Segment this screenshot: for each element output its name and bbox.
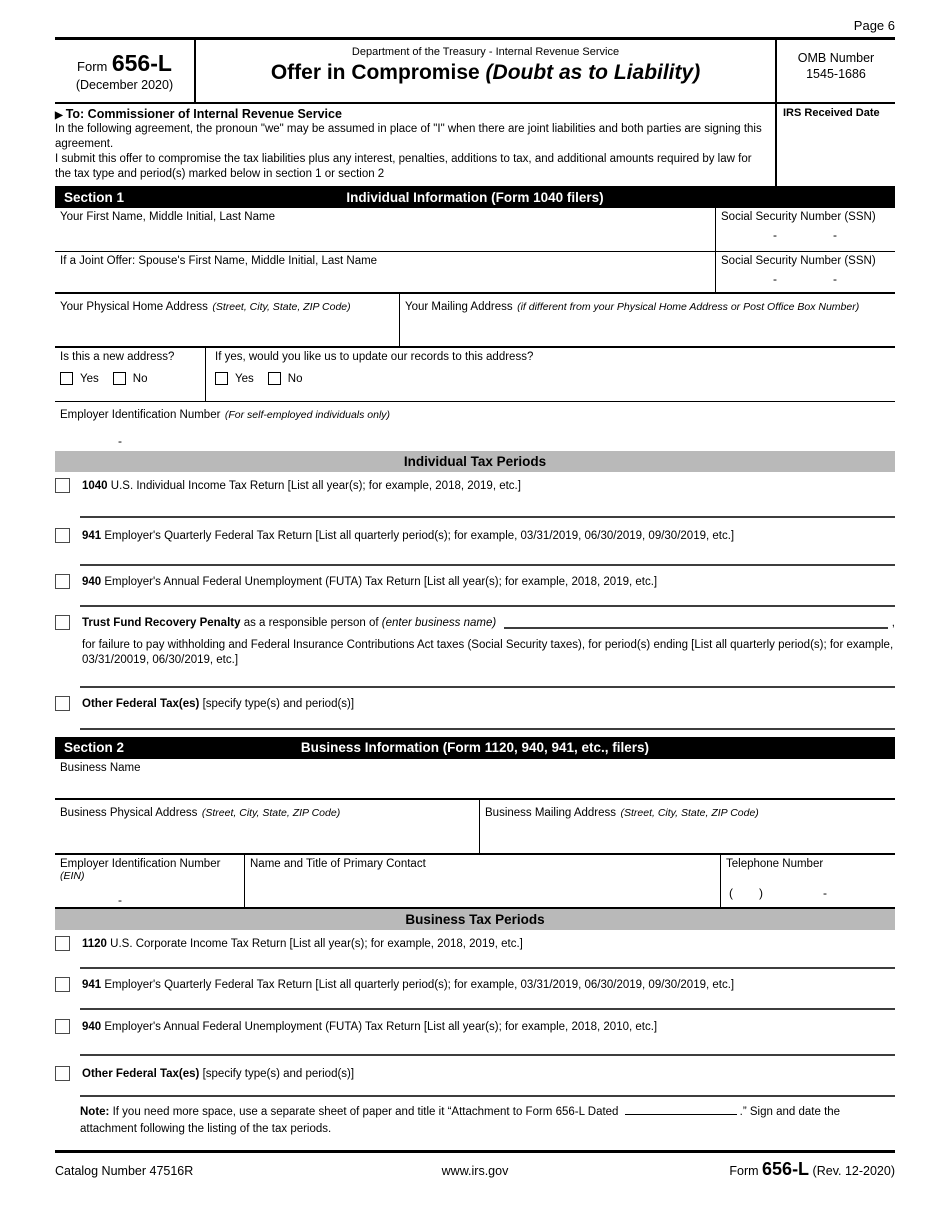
to-commissioner-text <box>55 104 775 186</box>
first-name-field[interactable] <box>55 208 715 251</box>
business-mailing-address-label: Business Mailing Address <box>485 806 617 819</box>
item-940-business <box>55 1019 895 1035</box>
business-ein-hint: (EIN) <box>60 869 85 882</box>
form-header <box>55 37 895 104</box>
omb-box <box>775 40 895 102</box>
item-trust-fund <box>55 615 895 668</box>
item-940-text: Employer's Annual Federal Unemployment (FUTA) Tax Return [List all year(s); for example, 2018, 2019, etc.] <box>104 575 658 588</box>
item-other-federal-tax <box>55 696 895 712</box>
business-ein-label: Employer Identification Number <box>60 857 221 870</box>
item-other-business-code: Other Federal Tax(es) <box>82 1068 200 1081</box>
spouse-ssn-label: Social Security Number (SSN) <box>721 255 876 267</box>
item-940-business-label <box>82 1019 895 1035</box>
irs-website: www.irs.gov <box>441 1163 509 1178</box>
checkbox-941[interactable] <box>55 528 70 543</box>
new-address-row <box>55 348 895 402</box>
checkbox-update-yes[interactable] <box>215 372 228 385</box>
right-arrow-icon: ▶ <box>55 110 63 121</box>
trust-fund-code: Trust Fund Recovery Penalty <box>82 616 241 629</box>
business-name-label: Business Name <box>60 761 141 774</box>
attachment-date-blank-input[interactable] <box>625 1104 737 1115</box>
mailing-address-hint: (if different from your Physical Home Address or Post Office Box Number) <box>517 301 860 313</box>
item-1120 <box>55 936 895 952</box>
item-941-business <box>55 977 895 993</box>
business-ein-dash: - <box>118 892 122 907</box>
business-name-blank-input[interactable] <box>504 627 888 629</box>
spouse-ssn-input[interactable] <box>721 272 890 288</box>
mailing-address-label: Your Mailing Address <box>405 301 513 313</box>
page-title <box>196 61 775 85</box>
new-address-yes-label: Yes <box>80 372 99 385</box>
to-commissioner-block <box>55 104 895 186</box>
form-title-box <box>196 40 775 102</box>
item-other-text: [specify type(s) and period(s)] <box>202 697 355 710</box>
ein-dash: - <box>118 434 122 448</box>
name-row <box>55 208 895 252</box>
item-other-business-label <box>82 1066 895 1082</box>
ein-hint: (For self-employed individuals only) <box>224 409 391 421</box>
item-1040 <box>55 478 895 494</box>
physical-address-label: Your Physical Home Address <box>60 301 208 313</box>
item-1040-code: 1040 <box>82 480 108 492</box>
item-1120-code: 1120 <box>82 937 107 950</box>
item-trust-fund-label <box>82 615 895 668</box>
item-940-business-years-input[interactable] <box>80 1035 895 1056</box>
checkbox-1040[interactable] <box>55 478 70 493</box>
item-other-business-text: [specify type(s) and period(s)] <box>202 1068 355 1081</box>
item-other-code: Other Federal Tax(es) <box>82 697 200 710</box>
form-title-italic: (Doubt as to Liability) <box>485 61 701 84</box>
checkbox-new-address-yes[interactable] <box>60 372 73 385</box>
item-1120-text: U.S. Corporate Income Tax Return [List all year(s); for example, 2018, 2019, etc.] <box>110 937 523 950</box>
page-footer <box>55 1150 895 1180</box>
telephone-field[interactable] <box>720 855 895 907</box>
item-1120-label <box>82 936 895 952</box>
spouse-ssn-field[interactable] <box>715 252 895 292</box>
ssn-dash-1: - <box>773 228 777 242</box>
spouse-name-row <box>55 252 895 294</box>
physical-address-field[interactable] <box>55 294 400 346</box>
ssn-field[interactable] <box>715 208 895 251</box>
section2-bar <box>55 737 895 759</box>
irs-received-date-box[interactable] <box>775 104 895 186</box>
form-title: Offer in Compromise <box>270 61 480 84</box>
ssn-dash-2: - <box>833 228 837 242</box>
update-records-field <box>206 348 895 401</box>
address-row <box>55 294 895 348</box>
first-name-label: Your First Name, Middle Initial, Last Name <box>60 211 275 223</box>
business-address-row <box>55 800 895 855</box>
to-paragraph-2: I submit this offer to compromise the tax liabilities plus any interest, penalties, additions to tax, and additional amounts required by law for the tax type and period(s) marked below in section 1 or section 2 <box>55 153 752 181</box>
note-label: Note: <box>80 1106 110 1119</box>
item-940-label <box>82 574 895 590</box>
telephone-label: Telephone Number <box>726 857 824 870</box>
business-mailing-address-hint: (Street, City, State, ZIP Code) <box>620 806 759 819</box>
note-text-after: .” Sign and date the attachment following the listing of the tax periods. <box>80 1106 841 1135</box>
telephone-input[interactable] <box>726 886 890 902</box>
business-name-row <box>55 759 895 800</box>
item-941-business-text: Employer's Quarterly Federal Tax Return [List all quarterly period(s); for example, 03/31/2019, 06/30/2019, 09/30/2019, etc.] <box>104 978 735 991</box>
ein-label: Employer Identification Number <box>60 409 221 421</box>
item-941 <box>55 528 895 544</box>
item-941-business-code: 941 <box>82 978 102 991</box>
note-block <box>80 1104 895 1137</box>
checkbox-940-business[interactable] <box>55 1019 70 1034</box>
item-1040-years-input[interactable] <box>80 494 895 518</box>
form-number-box <box>55 40 196 102</box>
physical-address-hint: (Street, City, State, ZIP Code) <box>212 301 351 313</box>
phone-close-paren: ) <box>759 885 763 900</box>
business-physical-address-field[interactable] <box>55 800 480 853</box>
item-941-text: Employer's Quarterly Federal Tax Return [List all quarterly period(s); for example, 03/31/2019, 06/30/2019, 09/30/2019, etc.] <box>104 529 735 542</box>
item-941-code: 941 <box>82 529 102 542</box>
checkbox-940[interactable] <box>55 574 70 589</box>
section1-title: Individual Information (Form 1040 filers) <box>346 189 604 205</box>
trust-fund-periods-input[interactable] <box>80 668 895 688</box>
other-federal-tax-input[interactable] <box>80 712 895 730</box>
item-940 <box>55 574 895 590</box>
omb-label: OMB Number <box>797 51 875 65</box>
business-tax-periods-bar: Business Tax Periods <box>55 909 895 930</box>
form-word: Form <box>77 59 108 74</box>
item-1040-label <box>82 478 895 494</box>
item-941-business-periods-input[interactable] <box>80 992 895 1010</box>
new-address-field <box>55 348 206 401</box>
primary-contact-field[interactable] <box>245 855 720 907</box>
trust-fund-continuation: for failure to pay withholding and Federal Insurance Contributions Act taxes (Social Security taxes), for period(s) ending [List all quarterly period(s); for example, 03/31/20019, 06/30/2019, etc.] <box>82 638 894 666</box>
section2-title: Business Information (Form 1120, 940, 941, etc., filers) <box>300 740 650 756</box>
checkbox-trust-fund[interactable] <box>55 615 70 630</box>
item-other-label <box>82 696 895 712</box>
spouse-ssn-dash-1: - <box>773 272 777 286</box>
item-940-business-code: 940 <box>82 1021 102 1034</box>
checkbox-other-business[interactable] <box>55 1066 70 1081</box>
note-text-before: If you need more space, use a separate sheet of paper and title it “Attachment to Form 656-L Dated <box>112 1106 619 1119</box>
business-physical-address-hint: (Street, City, State, ZIP Code) <box>201 806 341 819</box>
update-records-question: If yes, would you like us to update our records to this address? <box>215 351 534 363</box>
section1-bar <box>55 186 895 208</box>
spouse-name-field[interactable] <box>55 252 715 292</box>
item-940-years-input[interactable] <box>80 590 895 607</box>
item-941-business-label <box>82 977 895 993</box>
to-heading-text: To: Commissioner of Internal Revenue Service <box>65 107 342 121</box>
checkbox-941-business[interactable] <box>55 977 70 992</box>
irs-received-date-label: IRS Received Date <box>783 107 880 119</box>
business-ein-field[interactable] <box>55 855 245 907</box>
catalog-number: Catalog Number 47516R <box>55 1163 194 1178</box>
checkbox-new-address-no[interactable] <box>113 372 126 385</box>
page-number: Page 6 <box>853 18 895 33</box>
phone-dash: - <box>823 885 827 900</box>
update-no-label: No <box>287 372 303 385</box>
checkbox-other-federal-tax[interactable] <box>55 696 70 711</box>
business-name-field[interactable] <box>55 759 895 798</box>
item-1040-text: U.S. Individual Income Tax Return [List all year(s); for example, 2018, 2019, etc.] <box>110 480 521 492</box>
individual-tax-periods-bar: Individual Tax Periods <box>55 451 895 472</box>
business-physical-address-label: Business Physical Address <box>60 806 198 819</box>
item-941-periods-input[interactable] <box>80 544 895 566</box>
section2-label: Section 2 <box>64 740 125 756</box>
update-yes-label: Yes <box>235 372 254 385</box>
trust-fund-text: as a responsible person of <box>243 616 379 629</box>
phone-open-paren: ( <box>729 885 733 900</box>
trust-fund-comma: , <box>891 616 895 629</box>
form-revision-date: (December 2020) <box>75 78 174 92</box>
omb-number: 1545-1686 <box>806 67 866 82</box>
checkbox-update-no[interactable] <box>268 372 281 385</box>
to-paragraph-1: In the following agreement, the pronoun "we" may be assumed in place of "I" when there are joint liabilities and both parties are signing this agreement. <box>55 123 762 150</box>
item-other-business <box>55 1066 895 1082</box>
other-business-tax-input[interactable] <box>80 1082 895 1097</box>
ein-row <box>55 402 895 451</box>
footer-form-word: Form <box>729 1163 759 1178</box>
trust-fund-hint: (enter business name) <box>381 616 497 629</box>
footer-form-id <box>615 1159 895 1180</box>
ein-input[interactable] <box>60 434 890 448</box>
spouse-name-label: If a Joint Offer: Spouse's First Name, Middle Initial, Last Name <box>60 255 378 267</box>
item-1120-years-input[interactable] <box>80 952 895 969</box>
ssn-label: Social Security Number (SSN) <box>721 211 876 223</box>
primary-contact-label: Name and Title of Primary Contact <box>250 857 426 870</box>
business-ein-input[interactable] <box>60 893 239 907</box>
item-940-code: 940 <box>82 575 102 588</box>
spouse-ssn-dash-2: - <box>833 272 837 286</box>
section1-label: Section 1 <box>64 189 125 205</box>
mailing-address-field[interactable] <box>400 294 895 346</box>
new-address-question: Is this a new address? <box>60 351 175 363</box>
new-address-no-label: No <box>132 372 148 385</box>
to-heading <box>55 107 769 121</box>
business-mailing-address-field[interactable] <box>480 800 895 853</box>
footer-form-revision: (Rev. 12-2020) <box>812 1163 895 1178</box>
form-number: 656-L <box>111 50 172 76</box>
business-ein-row <box>55 855 895 909</box>
ssn-input[interactable] <box>721 228 890 244</box>
item-941-label <box>82 528 895 544</box>
agency-line: Department of the Treasury - Internal Revenue Service <box>351 46 620 58</box>
footer-form-number: 656-L <box>762 1158 810 1179</box>
item-940-business-text: Employer's Annual Federal Unemployment (FUTA) Tax Return [List all year(s); for example, 2018, 2010, etc.] <box>104 1021 658 1034</box>
checkbox-1120[interactable] <box>55 936 70 951</box>
